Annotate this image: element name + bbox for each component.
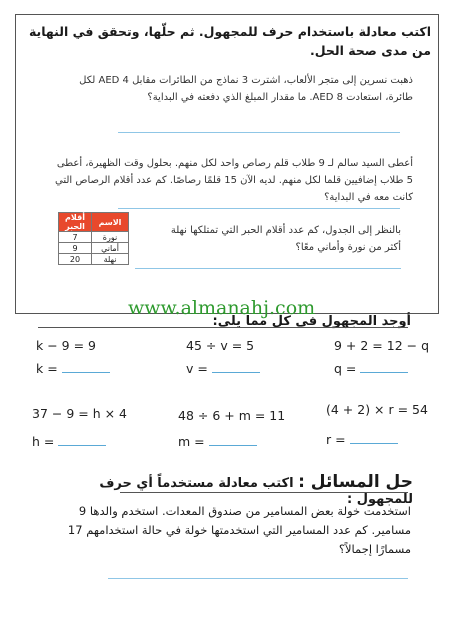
problem-2-text: أعطى السيد سالم لـ 9 طلاب قلم رصاص واحد لكل منهم. بحلول وقت الظهيرة، أعطى 5 طلاب إضافيين قلما لكل منهم. لديه الآن 15 قلمًا رصاصًا. كم عدد أقلام الرصاص التي كانت معه في البداية؟ <box>55 158 413 203</box>
table-cell-name: نورة <box>92 232 129 243</box>
answer-h-label: h = <box>32 434 55 449</box>
answer-line-1[interactable] <box>118 132 400 133</box>
section2-title: أوجد المجهول في كل مما يلي: <box>212 314 411 329</box>
equation-h: 37 − 9 = h × 4 <box>32 406 127 421</box>
table-row <box>59 243 129 254</box>
answer-m-blank[interactable] <box>209 435 257 446</box>
table-row <box>59 232 129 243</box>
answer-k-label: k = <box>36 361 58 376</box>
table-cell-name: نهلة <box>92 254 129 265</box>
watermark: www.almanahj.com <box>128 297 316 319</box>
answer-v-blank[interactable] <box>212 362 260 373</box>
equation-m: 48 ÷ 6 + m = 11 <box>178 408 286 423</box>
pens-table <box>58 212 129 265</box>
section3-title-rest: اكتب معادلة مستخدماً أي حرف للمجهول : <box>99 476 413 507</box>
table-cell-value: 9 <box>59 243 92 254</box>
answer-line-2[interactable] <box>118 208 400 209</box>
answer-line-3[interactable] <box>135 268 401 269</box>
answer-q-blank[interactable] <box>360 362 408 373</box>
answer-h-blank[interactable] <box>58 435 106 446</box>
problem-3-text: بالنظر إلى الجدول، كم عدد أقلام الحبر التي تمتلكها نهلة أكثر من نورة وأماني معًا؟ <box>170 225 401 253</box>
section2-divider <box>38 327 408 328</box>
table-cell-name: أماني <box>92 243 129 254</box>
answer-v-label: v = <box>186 361 208 376</box>
answer-q <box>334 361 408 376</box>
answer-line-4[interactable] <box>108 578 408 579</box>
answer-q-label: q = <box>334 361 357 376</box>
equation-v: 45 ÷ v = 5 <box>186 338 255 353</box>
answer-k <box>36 361 110 376</box>
table-cell-value: 20 <box>59 254 92 265</box>
answer-k-blank[interactable] <box>62 362 110 373</box>
equation-k: k − 9 = 9 <box>36 338 96 353</box>
table-cell-value: 7 <box>59 232 92 243</box>
answer-r-blank[interactable] <box>350 433 398 444</box>
answer-h <box>32 434 106 449</box>
section1-title: اكتب معادلة باستخدام حرف للمجهول. ثم حلّها، وتحقق في النهاية من مدى صحة الحل. <box>28 24 431 58</box>
answer-v <box>186 361 260 376</box>
section3-divider <box>120 492 408 493</box>
table-row <box>59 254 129 265</box>
answer-r <box>326 432 398 447</box>
table-header-name: الاسم <box>92 213 129 232</box>
problem-4-text: استخدمت خولة بعض المسامير من صندوق المعدات. استخدم والدها 9 مسامير. كم عدد المسامير التي استخدمتها خولة في حالة استخدامهم 17 مسمارًا إجمالاً؟ <box>67 504 411 556</box>
section3-title-main: حل المسائل : <box>298 472 413 492</box>
answer-m-label: m = <box>178 434 205 449</box>
equation-q: 9 + 2 = 12 − q <box>334 338 430 353</box>
answer-m <box>178 434 257 449</box>
table-header-pens: أقلام الحبر <box>59 213 92 232</box>
equation-r: (4 + 2) × r = 54 <box>326 402 428 417</box>
problem-1-text: ذهبت نسرين إلى متجر الألعاب، اشترت 3 نماذج من الطائرات مقابل 4 AED لكل طائرة، استعادت 8 AED. ما مقدار المبلغ الذي دفعته في البداية؟ <box>79 75 413 103</box>
answer-r-label: r = <box>326 432 346 447</box>
